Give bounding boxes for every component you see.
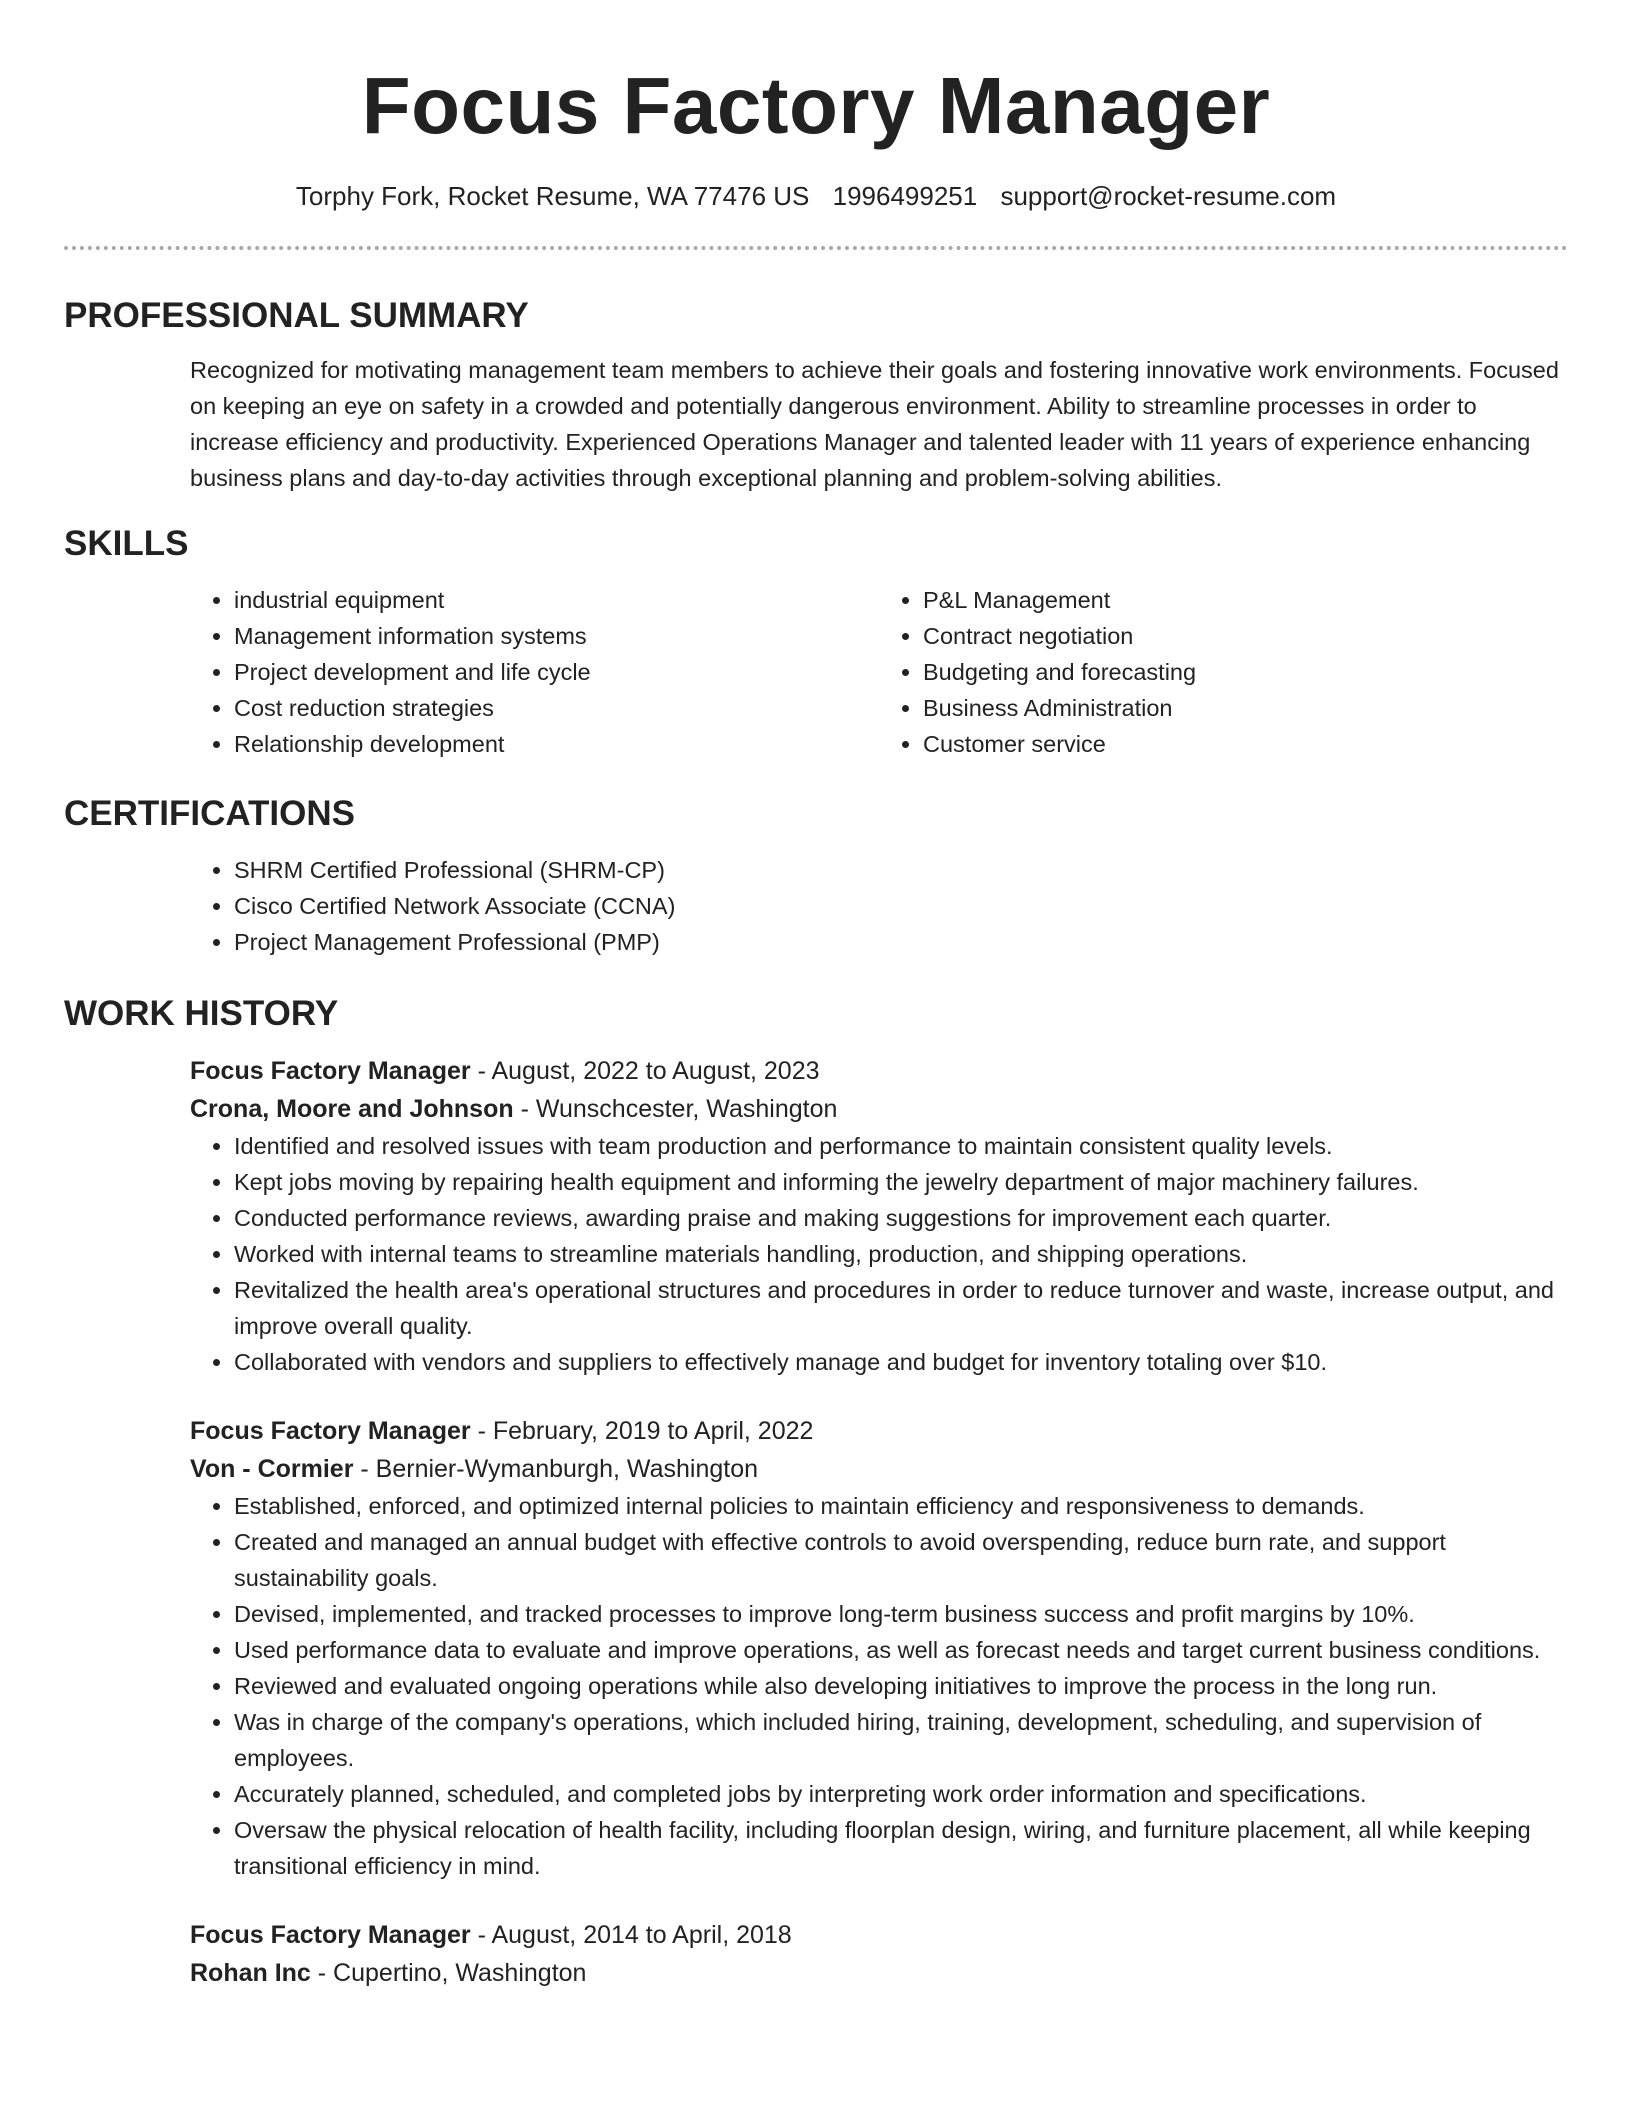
job-dates: - August, 2014 to April, 2018 xyxy=(470,1921,792,1949)
summary-body xyxy=(190,352,1568,496)
certification-item: • Project Management Professional (PMP) xyxy=(234,924,1568,960)
job-role: Focus Factory Manager xyxy=(190,1921,471,1949)
contact-address: Torphy Fork, Rocket Resume, WA 77476 US xyxy=(295,181,810,211)
skill-item: • industrial equipment xyxy=(234,582,879,618)
job-bullet: • Revitalized the health area's operational structures and procedures in order to reduce turnover and waste, increase output, and improve overall quality. xyxy=(234,1272,1568,1344)
skill-item: • P&L Management xyxy=(923,582,1568,618)
job-bullet: • Kept jobs moving by repairing health equipment and informing the jewelry department of major machinery failures. xyxy=(234,1164,1568,1200)
job-location: - Bernier-Wymanburgh, Washington xyxy=(353,1455,759,1483)
certifications-body xyxy=(190,852,1568,960)
job-role: Focus Factory Manager xyxy=(190,1417,471,1445)
contact-email[interactable]: support@rocket-resume.com xyxy=(1000,181,1337,211)
job-title-line xyxy=(190,1412,1568,1450)
job-bullet: • Reviewed and evaluated ongoing operations while also developing initiatives to improve the process in the long run. xyxy=(234,1668,1568,1704)
job-bullet: • Established, enforced, and optimized internal policies to maintain efficiency and responsiveness to demands. xyxy=(234,1488,1568,1524)
job-entry xyxy=(190,1916,1568,1992)
certification-item: • SHRM Certified Professional (SHRM-CP) xyxy=(234,852,1568,888)
job-dates: - February, 2019 to April, 2022 xyxy=(470,1417,814,1445)
job-bullet: • Conducted performance reviews, awarding praise and making suggestions for improvement each quarter. xyxy=(234,1200,1568,1236)
header-divider xyxy=(64,246,1568,250)
job-bullet: • Created and managed an annual budget with effective controls to avoid overspending, reduce burn rate, and support sustainability goals. xyxy=(234,1524,1568,1596)
certification-item: • Cisco Certified Network Associate (CCNA) xyxy=(234,888,1568,924)
certifications-section xyxy=(64,792,1568,960)
job-role: Focus Factory Manager xyxy=(190,1057,471,1085)
skill-item: • Management information systems xyxy=(234,618,879,654)
job-bullet: • Collaborated with vendors and suppliers to effectively manage and budget for inventory totaling over $10. xyxy=(234,1344,1568,1380)
resume-name: Focus Factory Manager xyxy=(361,61,1271,150)
skill-item: • Customer service xyxy=(923,726,1568,762)
skill-item: • Cost reduction strategies xyxy=(234,690,879,726)
skill-item: • Budgeting and forecasting xyxy=(923,654,1568,690)
certifications-heading: CERTIFICATIONS xyxy=(64,794,356,833)
job-bullets xyxy=(190,1488,1568,1884)
summary-section xyxy=(64,294,1568,496)
job-entry xyxy=(190,1052,1568,1380)
job-bullet: • Accurately planned, scheduled, and completed jobs by interpreting work order information and specifications. xyxy=(234,1776,1568,1812)
job-location: - Wunschcester, Washington xyxy=(513,1095,838,1123)
work-history-heading: WORK HISTORY xyxy=(64,994,339,1033)
certifications-list xyxy=(190,852,1568,960)
job-company-line xyxy=(190,1954,1568,1992)
job-company-line xyxy=(190,1090,1568,1128)
job-company-line xyxy=(190,1450,1568,1488)
job-bullet: • Identified and resolved issues with team production and performance to maintain consistent quality levels. xyxy=(234,1128,1568,1164)
contact-line xyxy=(64,180,1568,212)
skills-list-right xyxy=(879,582,1568,762)
job-company: Rohan Inc xyxy=(190,1959,311,1987)
summary-heading: PROFESSIONAL SUMMARY xyxy=(64,296,529,335)
job-company: Von - Cormier xyxy=(190,1455,354,1483)
job-title-line xyxy=(190,1916,1568,1954)
job-entry xyxy=(190,1412,1568,1884)
job-bullet: • Devised, implemented, and tracked processes to improve long-term business success and profit margins by 10%. xyxy=(234,1596,1568,1632)
skill-item: • Business Administration xyxy=(923,690,1568,726)
job-bullet: • Oversaw the physical relocation of health facility, including floorplan design, wiring, and furniture placement, all while keeping transitional efficiency in mind. xyxy=(234,1812,1568,1884)
job-dates: - August, 2022 to August, 2023 xyxy=(470,1057,820,1085)
skills-section xyxy=(64,522,1568,762)
job-bullets xyxy=(190,1128,1568,1380)
job-company: Crona, Moore and Johnson xyxy=(190,1095,514,1123)
skills-list-left xyxy=(190,582,879,762)
job-location: - Cupertino, Washington xyxy=(310,1959,587,1987)
job-bullet: • Worked with internal teams to streamline materials handling, production, and shipping operations. xyxy=(234,1236,1568,1272)
job-bullet: • Was in charge of the company's operations, which included hiring, training, development, scheduling, and supervision of employees. xyxy=(234,1704,1568,1776)
work-history-section xyxy=(64,992,1568,1992)
skill-item: • Relationship development xyxy=(234,726,879,762)
summary-text: Recognized for motivating management team members to achieve their goals and fostering innovative work environments. Focused on keeping an eye on safety in a crowded and potentially dangerous environment. Ability to streamline processes in order to increase efficiency and productivity. Experienced Operations Manager and talented leader with 11 years of experience enhancing business plans and day-to-day activities through exceptional planning and problem-solving abilities. xyxy=(190,357,1559,491)
contact-phone: 1996499251 xyxy=(832,181,978,211)
skill-item: • Contract negotiation xyxy=(923,618,1568,654)
skills-heading: SKILLS xyxy=(64,524,189,563)
job-title-line xyxy=(190,1052,1568,1090)
skill-item: • Project development and life cycle xyxy=(234,654,879,690)
job-bullet: • Used performance data to evaluate and improve operations, as well as forecast needs and target current business conditions. xyxy=(234,1632,1568,1668)
resume-page xyxy=(64,0,1568,1992)
skills-grid xyxy=(190,582,1568,762)
